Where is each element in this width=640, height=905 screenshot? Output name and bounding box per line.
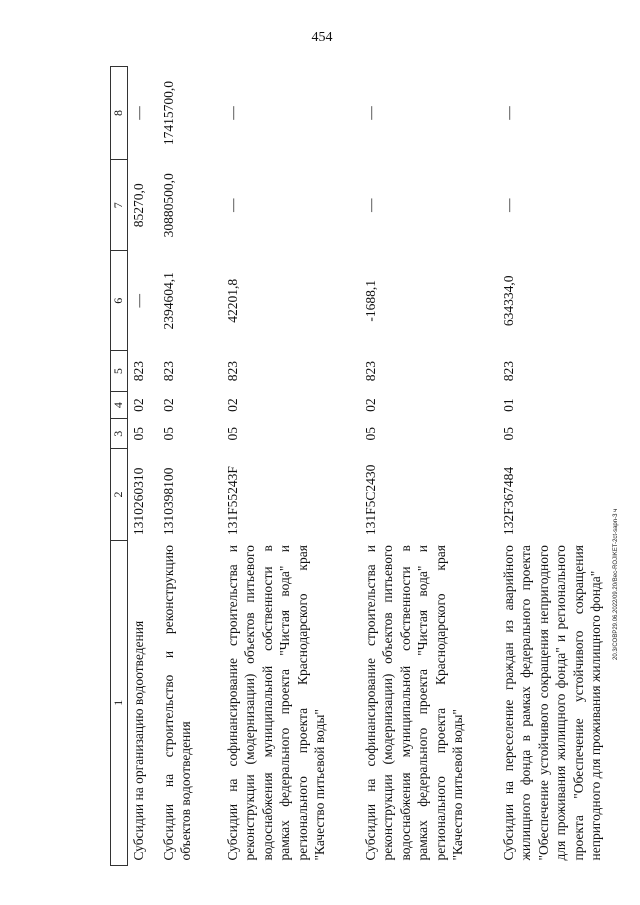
rotated-table-container bbox=[110, 66, 604, 866]
table-header-row bbox=[111, 67, 128, 866]
row-code: 131F55243F bbox=[224, 466, 240, 536]
table-row bbox=[360, 67, 498, 866]
row-expense-type: 823 bbox=[130, 360, 146, 382]
header-col-1: 1 bbox=[111, 540, 128, 865]
table-row bbox=[127, 67, 158, 866]
row-amount-col-8: — bbox=[130, 106, 146, 120]
budget-table bbox=[110, 66, 632, 866]
row-amount-col-6: — bbox=[130, 294, 146, 308]
header-col-3: 3 bbox=[111, 419, 128, 449]
row-name: Субсидии на организацию водоотведения bbox=[130, 620, 146, 861]
row-name: Субсидии на софинансирование строительства и реконструкции (модернизации) объектов питьевого водоснабжения муниципальной собственности в рамках федерального проекта "Чистая вода" и регионального проекта Краснодарского края "Качество питьевой воды" bbox=[362, 545, 466, 861]
row-name: Субсидии на софинансирование строительства и реконструкции (модернизации) объектов питьевого водоснабжения муниципальной собственности в рамках федерального проекта "Чистая вода" и регионального проекта Краснодарского края "Качество питьевой воды" bbox=[224, 545, 328, 861]
document-stamp-text: 20.3/COBP29.06.2022/09.20/Bec-ROJIKET-2ct-sapn-3 ч bbox=[613, 508, 619, 660]
row-amount-col-8: — bbox=[500, 106, 516, 120]
row-code: 1310260310 bbox=[130, 467, 146, 536]
row-section: 05 bbox=[500, 427, 516, 441]
row-subsection: 02 bbox=[362, 398, 378, 412]
row-amount-col-7: 30880500,0 bbox=[160, 173, 176, 238]
row-amount-col-7: — bbox=[362, 198, 378, 213]
row-amount-col-8: — bbox=[362, 106, 378, 120]
row-amount-col-7: — bbox=[500, 198, 516, 213]
header-col-6: 6 bbox=[111, 251, 128, 351]
row-code: 132F367484 bbox=[500, 466, 516, 536]
row-amount-col-6: 634334,0 bbox=[500, 275, 516, 327]
row-subsection: 02 bbox=[224, 398, 240, 412]
row-amount-col-6: 2394604,1 bbox=[160, 272, 176, 330]
row-code: 131F5C2430 bbox=[362, 464, 378, 536]
row-amount-col-8: 17415700,0 bbox=[160, 80, 176, 146]
row-section: 05 bbox=[224, 427, 240, 441]
row-amount-col-8: — bbox=[224, 106, 240, 120]
row-section: 05 bbox=[160, 427, 176, 441]
row-name: Субсидии на строительство и реконструкцию объектов водоотведения bbox=[160, 545, 194, 861]
row-expense-type: 823 bbox=[500, 360, 516, 382]
row-subsection: 01 bbox=[500, 398, 516, 412]
row-subsection: 02 bbox=[130, 398, 146, 412]
table-row bbox=[158, 67, 222, 866]
row-amount-col-7: — bbox=[224, 198, 240, 213]
row-amount-col-7: 85270,0 bbox=[130, 183, 146, 228]
header-col-8: 8 bbox=[111, 67, 128, 160]
row-amount-col-6: -1688,1 bbox=[362, 279, 378, 322]
row-section: 05 bbox=[130, 427, 146, 441]
row-code: 1310398100 bbox=[160, 467, 176, 536]
table-row bbox=[498, 67, 632, 866]
page-number: 454 bbox=[311, 30, 333, 45]
row-expense-type: 823 bbox=[160, 360, 176, 382]
header-col-2: 2 bbox=[111, 449, 128, 540]
header-col-4: 4 bbox=[111, 392, 128, 419]
table-row bbox=[222, 67, 360, 866]
row-amount-col-6: 42201,8 bbox=[224, 278, 240, 323]
row-section: 05 bbox=[362, 427, 378, 441]
header-col-5: 5 bbox=[111, 351, 128, 392]
row-expense-type: 823 bbox=[224, 360, 240, 382]
header-col-7: 7 bbox=[111, 160, 128, 251]
row-expense-type: 823 bbox=[362, 360, 378, 382]
row-name: Субсидии на переселение граждан из аварийного жилищного фонда в рамках федерального проекта "Обеспечение устойчивого сокращения непригодного для проживания жилищного фонда" и регионального проекта "Обеспечение устойчивого сокращения непригодного для проживания жилищного фонда" bbox=[500, 545, 604, 861]
row-subsection: 02 bbox=[160, 398, 176, 412]
rotated-table-frame bbox=[110, 66, 604, 866]
